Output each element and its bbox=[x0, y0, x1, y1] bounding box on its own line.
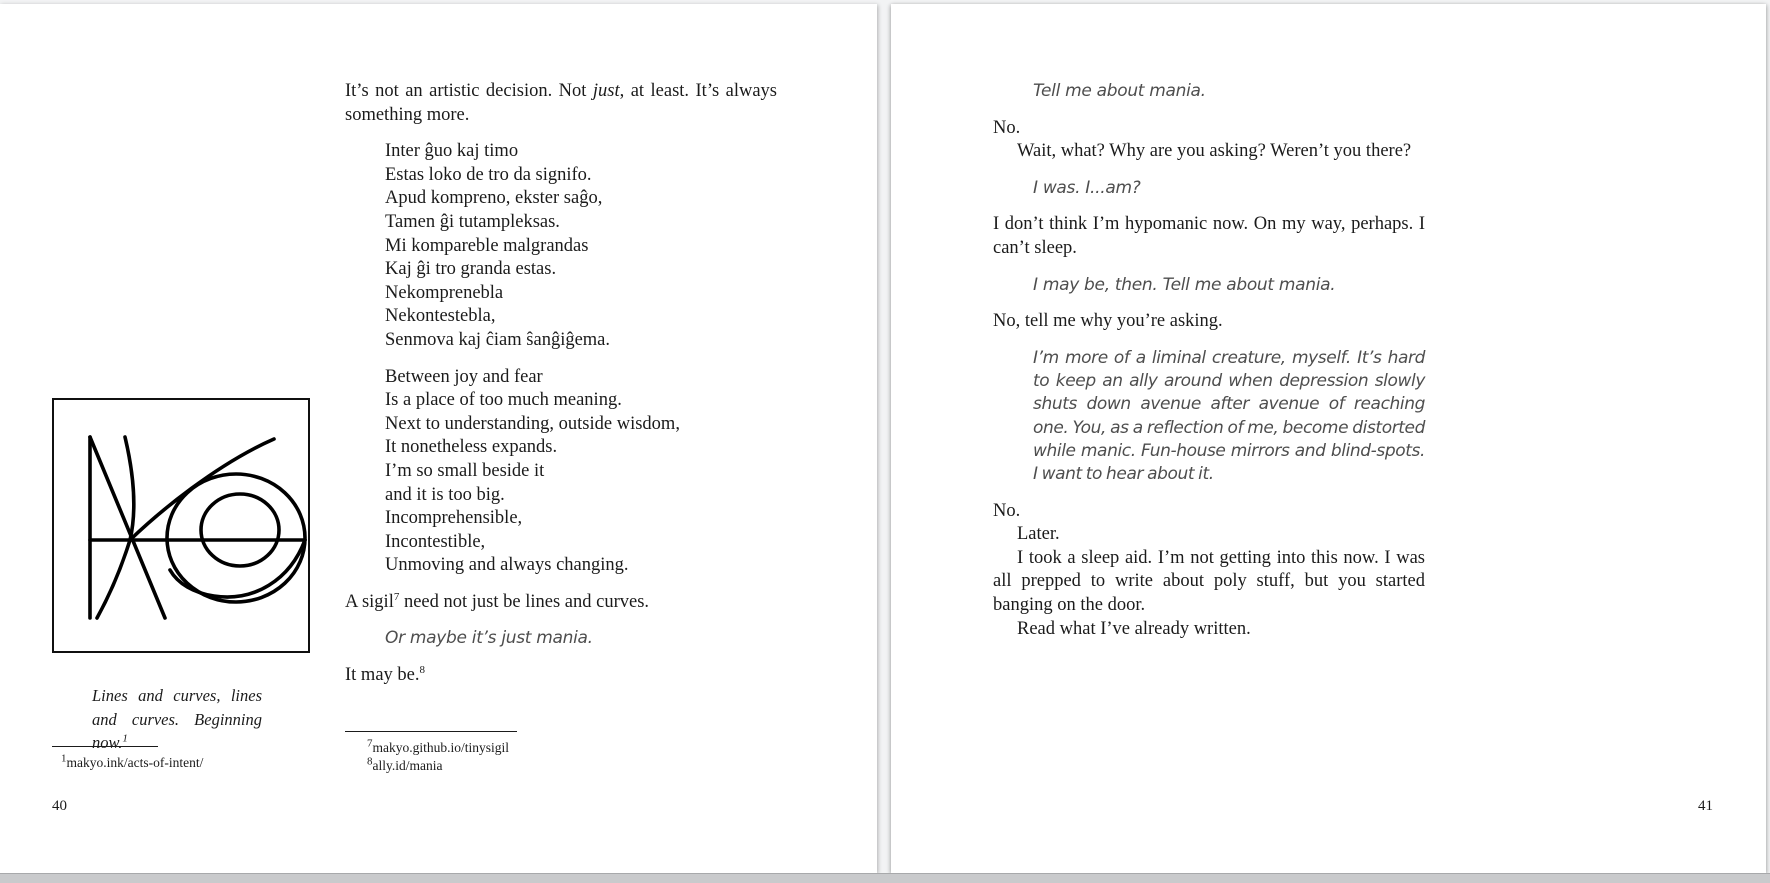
poem-line: I’m so small beside it bbox=[385, 460, 545, 481]
closing-text: It may be. bbox=[345, 665, 420, 686]
footnote-ref-8: 8 bbox=[419, 663, 425, 676]
dialogue-line: Read what I’ve already written. bbox=[1017, 618, 1251, 639]
footnote-line bbox=[345, 757, 517, 775]
poem-line: Incontestible, bbox=[385, 531, 486, 552]
left-main-column bbox=[345, 80, 777, 688]
voice-line: Tell me about mania. bbox=[1033, 81, 1206, 101]
sigil-sentence bbox=[345, 591, 777, 615]
footnote-text: makyo.ink/acts-of-intent/ bbox=[66, 755, 204, 770]
sigil-figure bbox=[52, 398, 310, 653]
poem-line: Inter ĝuo kaj timo bbox=[385, 141, 519, 162]
poem-line: Mi kompareble malgrandas bbox=[385, 235, 589, 256]
poem-line: Nekomprenebla bbox=[385, 282, 504, 303]
main-footnotes bbox=[345, 731, 517, 774]
dialogue-line: No, tell me why you’re asking. bbox=[993, 311, 1223, 332]
intro-text: It’s not an artistic decision. Not bbox=[345, 81, 593, 101]
english-poem bbox=[385, 366, 777, 578]
poem-line: Apud kompreno, ekster saĝo, bbox=[385, 188, 603, 209]
poem-line: Estas loko de tro da signifo. bbox=[385, 164, 592, 185]
figure-footnotes bbox=[52, 746, 203, 772]
sigil-icon bbox=[54, 400, 308, 651]
footnote-rule bbox=[345, 731, 517, 732]
poem-line: Tamen ĝi tutampleksas. bbox=[385, 211, 560, 232]
sigil-sentence-text: A sigil bbox=[345, 591, 394, 612]
footnote-rule bbox=[52, 746, 158, 747]
poem-line: Nekontestebla, bbox=[385, 306, 496, 327]
footnote-ref-7: 7 bbox=[393, 590, 400, 603]
dialogue-paragraph: I took a sleep aid. I’m not getting into this now. I was all prepped to write about poly stuff, but you started banging on the door. bbox=[993, 547, 1425, 615]
poem-line: Is a place of too much meaning. bbox=[385, 390, 622, 411]
voice-line: Or maybe it’s just mania. bbox=[385, 628, 593, 649]
page-number-left: 40 bbox=[52, 798, 67, 814]
voice-line: I may be, then. Tell me about mania. bbox=[1033, 274, 1336, 295]
figure-caption bbox=[92, 684, 262, 755]
footnote-ref-1: 1 bbox=[122, 732, 128, 745]
footnote-marker: 1 bbox=[61, 752, 67, 765]
footnote-text: ally.id/mania bbox=[372, 757, 443, 773]
dialogue-line: Wait, what? Why are you asking? Weren’t you there? bbox=[1017, 141, 1412, 162]
dialogue-paragraph: I don’t think I’m hypomanic now. On my way, perhaps. I can’t sleep. bbox=[993, 214, 1425, 258]
page-bottom-edge bbox=[0, 873, 1770, 883]
intro-paragraph bbox=[345, 80, 777, 127]
poem-line: Between joy and fear bbox=[385, 366, 543, 387]
footnote-text: makyo.github.io/tinysigil bbox=[372, 740, 510, 755]
poem-line: Unmoving and always changing. bbox=[385, 555, 629, 576]
page-right bbox=[891, 4, 1766, 873]
esperanto-poem bbox=[385, 140, 777, 352]
dialogue-line: No. bbox=[993, 500, 1021, 521]
figure-caption-text: Lines and curves, lines and curves. Beginning now. bbox=[92, 686, 262, 752]
footnote-line bbox=[52, 754, 203, 772]
closing-line bbox=[345, 664, 777, 688]
poem-line: Senmova kaj ĉiam ŝanĝiĝema. bbox=[385, 329, 611, 350]
intro-text-cont: , at least. It’s always something more. bbox=[345, 81, 777, 125]
voice-paragraph: I’m more of a liminal creature, myself. It’s hard to keep an ally around when depression slowly shuts down avenue after avenue of reaching one. You, as a reflection of me, become distorted while manic. Fun-house mirrors and blind-spots. I want to hear about it. bbox=[1033, 347, 1425, 485]
poem-line: It nonetheless expands. bbox=[385, 437, 558, 458]
dialogue-line: Later. bbox=[1017, 524, 1060, 545]
intro-emphasis: just bbox=[592, 81, 620, 101]
footnote-marker: 8 bbox=[367, 755, 373, 767]
page-number-right: 41 bbox=[1698, 798, 1713, 814]
poem-line: and it is too big. bbox=[385, 484, 505, 505]
poem-line: Kaj ĝi tro granda estas. bbox=[385, 259, 557, 280]
right-main-column bbox=[993, 80, 1425, 641]
footnote-marker: 7 bbox=[367, 737, 373, 750]
sigil-sentence-text-cont: need not just be lines and curves. bbox=[399, 591, 650, 612]
voice-line: I was. I...am? bbox=[1033, 177, 1141, 198]
poem-line: Incomprehensible, bbox=[385, 508, 523, 529]
page-left bbox=[0, 4, 877, 873]
poem-line: Next to understanding, outside wisdom, bbox=[385, 413, 680, 434]
dialogue-line: No. bbox=[993, 117, 1021, 138]
footnote-line bbox=[345, 739, 517, 757]
